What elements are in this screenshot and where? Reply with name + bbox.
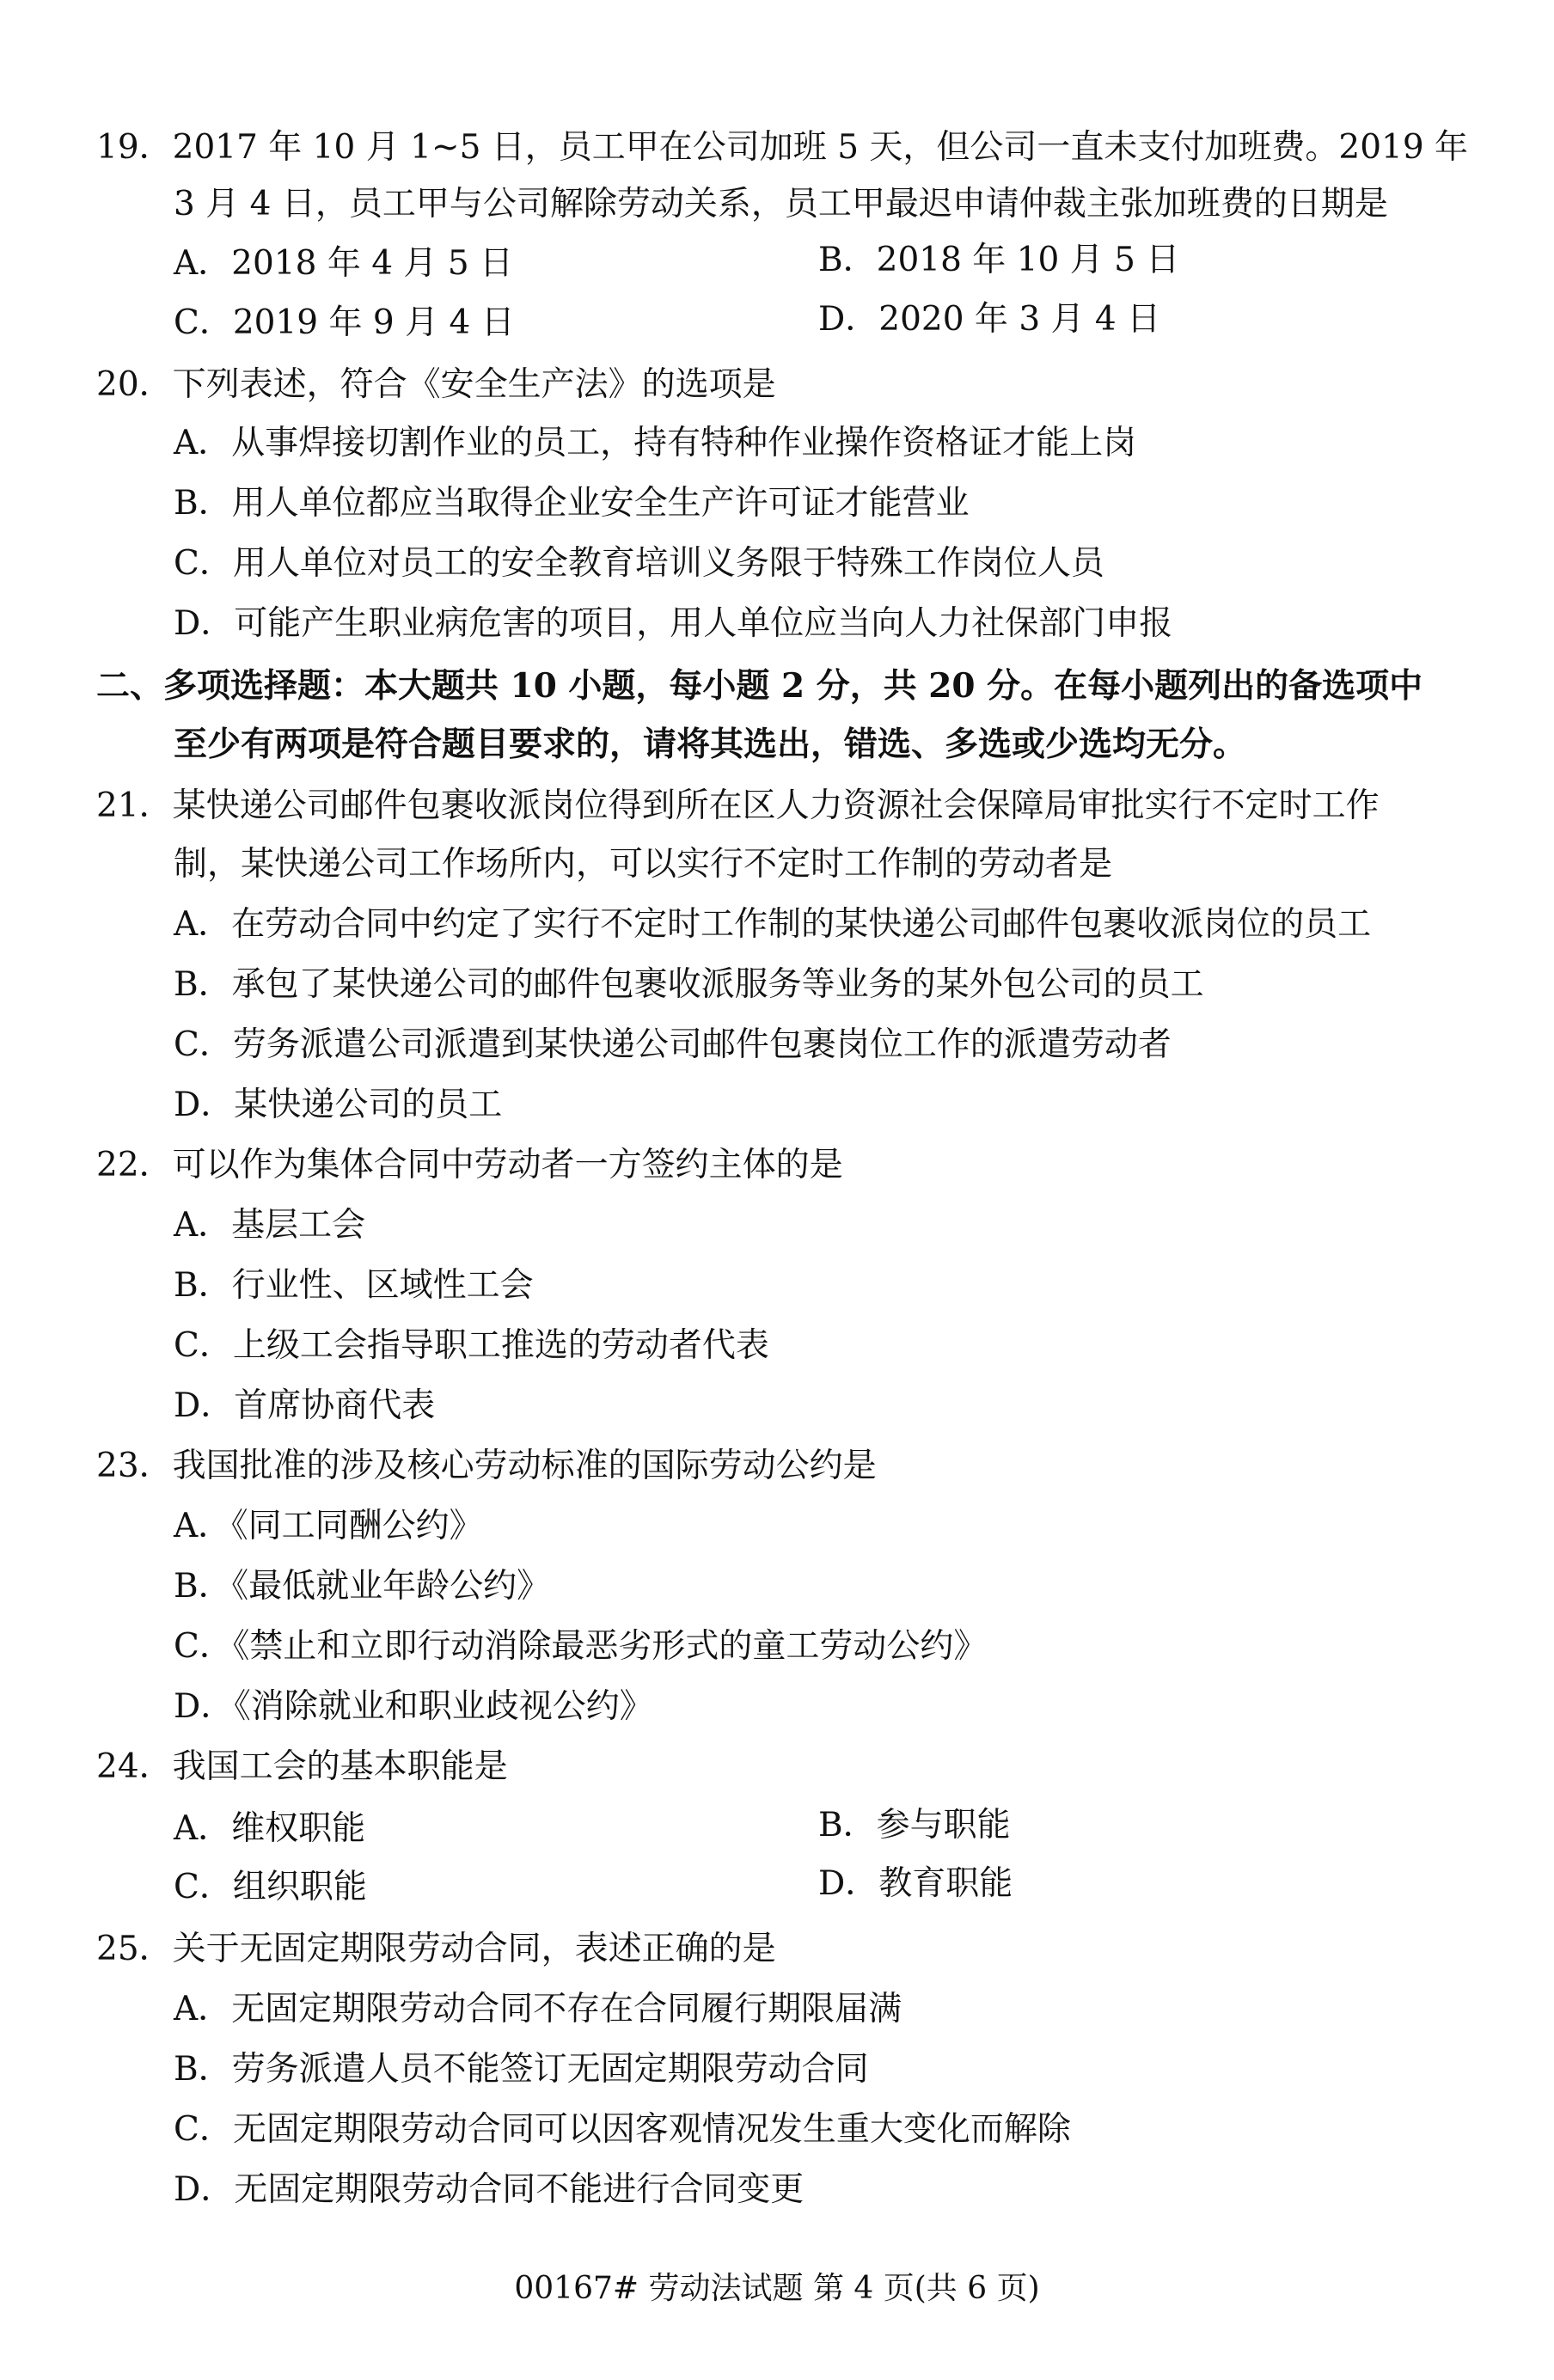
q21-option-c: C．劳务派遣公司派遣到某快递公司邮件包裹岗位工作的派遣劳动者 — [174, 1025, 1172, 1064]
q20-option-a: A．从事焊接切割作业的员工，持有特种作业操作资格证才能上岗 — [174, 424, 1137, 462]
q24-option-d: D．教育职能 — [818, 1864, 1013, 1903]
q19-option-c: C．2019 年 9 月 4 日 — [174, 303, 515, 342]
q23-option-a: A．《同工同酬公约》 — [174, 1507, 483, 1545]
q23-option-b: B．《最低就业年龄公约》 — [174, 1567, 551, 1606]
q22-option-b: B．行业性、区域性工会 — [174, 1266, 534, 1305]
q25-stem: 25．关于无固定期限劳动合同，表述正确的是 — [96, 1930, 776, 1968]
q24-stem: 24．我国工会的基本职能是 — [96, 1747, 508, 1786]
q25-option-a: A．无固定期限劳动合同不存在合同履行期限届满 — [174, 1990, 902, 2028]
page-footer: 00167# 劳动法试题 第 4 页(共 6 页) — [514, 2271, 1040, 2306]
q21-option-d: D．某快递公司的员工 — [174, 1086, 503, 1124]
q23-option-c: C．《禁止和立即行动消除最恶劣形式的童工劳动公约》 — [174, 1627, 988, 1666]
q24-option-c: C．组织职能 — [174, 1868, 367, 1906]
q24-option-b: B．参与职能 — [818, 1806, 1011, 1845]
q19-stem-line2: 3 月 4 日，员工甲与公司解除劳动关系，员工甲最迟申请仲裁主张加班费的日期是 — [174, 185, 1388, 223]
q21-option-b: B．承包了某快递公司的邮件包裹收派服务等业务的某外包公司的员工 — [174, 965, 1204, 1004]
q21-stem-line1: 21．某快递公司邮件包裹收派岗位得到所在区人力资源社会保障局审批实行不定时工作 — [96, 786, 1380, 825]
q20-option-b: B．用人单位都应当取得企业安全生产许可证才能营业 — [174, 484, 970, 523]
q25-option-c: C．无固定期限劳动合同可以因客观情况发生重大变化而解除 — [174, 2110, 1071, 2149]
q19-option-b: B．2018 年 10 月 5 日 — [818, 241, 1180, 279]
section2-heading-line2: 至少有两项是符合题目要求的，请将其选出，错选、多选或少选均无分。 — [174, 725, 1247, 764]
q22-option-d: D．首席协商代表 — [174, 1386, 436, 1425]
q20-option-d: D．可能产生职业病危害的项目，用人单位应当向人力社保部门申报 — [174, 604, 1173, 643]
q22-stem: 22．可以作为集体合同中劳动者一方签约主体的是 — [96, 1146, 843, 1184]
q19-stem-line1: 19．2017 年 10 月 1~5 日，员工甲在公司加班 5 天，但公司一直未支付加班费。2019 年 — [96, 128, 1469, 167]
q22-option-a: A．基层工会 — [174, 1206, 366, 1245]
q20-stem: 20．下列表述，符合《安全生产法》的选项是 — [96, 365, 776, 404]
q20-option-c: C．用人单位对员工的安全教育培训义务限于特殊工作岗位人员 — [174, 544, 1104, 583]
q23-option-d: D．《消除就业和职业歧视公约》 — [174, 1687, 653, 1726]
q23-stem: 23．我国批准的涉及核心劳动标准的国际劳动公约是 — [96, 1447, 877, 1485]
q25-option-d: D．无固定期限劳动合同不能进行合同变更 — [174, 2170, 805, 2209]
q24-option-a: A．维权职能 — [174, 1809, 366, 1848]
q19-option-a: A．2018 年 4 月 5 日 — [174, 244, 514, 283]
q22-option-c: C．上级工会指导职工推选的劳动者代表 — [174, 1326, 769, 1365]
q21-stem-line2: 制，某快递公司工作场所内，可以实行不定时工作制的劳动者是 — [174, 845, 1113, 884]
q25-option-b: B．劳务派遣人员不能签订无固定期限劳动合同 — [174, 2050, 869, 2089]
section2-heading-line1: 二、多项选择题：本大题共 10 小题，每小题 2 分，共 20 分。在每小题列出的备选项中 — [96, 666, 1423, 706]
q21-option-a: A．在劳动合同中约定了实行不定时工作制的某快递公司邮件包裹收派岗位的员工 — [174, 905, 1372, 944]
q19-option-d: D．2020 年 3 月 4 日 — [818, 300, 1161, 339]
